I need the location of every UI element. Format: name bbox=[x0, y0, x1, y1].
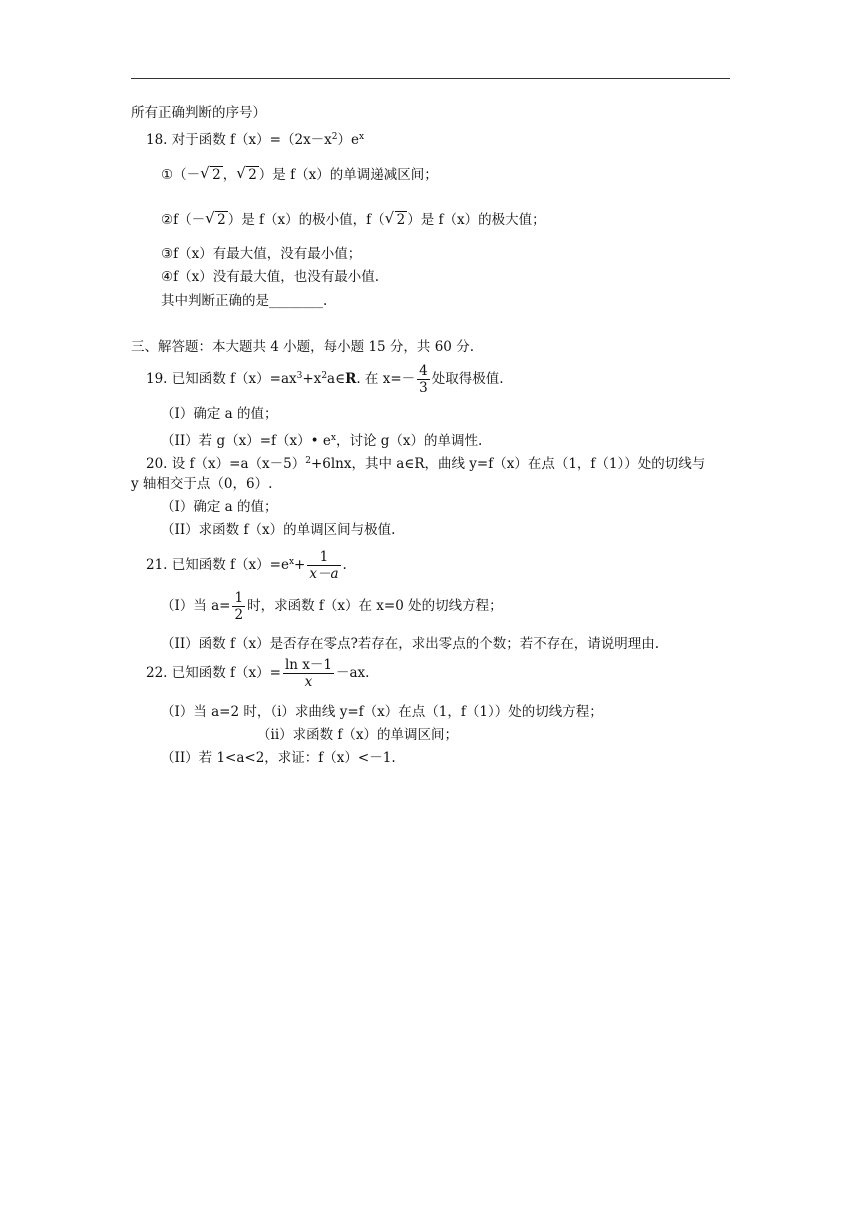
fraction: $\frac{4}{3}$ bbox=[419, 363, 428, 396]
q21-part-1: （I）当 a= $\frac{1}{2}$ 时，求函数 f（x）在 x=0 处的切线方程； bbox=[161, 590, 503, 623]
q19-part-2: （II）若 g（x）=f（x）• $e^x$，讨论 g（x）的单调性. bbox=[161, 433, 483, 449]
q18-ask: 其中判断正确的是________. bbox=[161, 293, 328, 309]
sqrt-2: √ 2 bbox=[236, 166, 259, 184]
top-fragment: 所有正确判断的序号） bbox=[131, 105, 266, 121]
q18-statement-1: ①（－√ 2 ，√ 2 ）是 f（x）的单调递减区间； bbox=[161, 166, 438, 184]
sqrt-2: √ 2 bbox=[200, 166, 223, 184]
q20-part-1: （I）确定 a 的值； bbox=[161, 499, 278, 515]
fraction: $\frac{\text{ln x－1}}{x}$ bbox=[284, 657, 332, 690]
q22-part-1: （I）当 a=2 时，（i）求曲线 y=f（x）在点（1，f（1））处的切线方程； bbox=[161, 704, 603, 720]
q18-statement-2: ②f（－√ 2 ）是 f（x）的极小值，f（√ 2 ）是 f（x）的极大值； bbox=[161, 211, 546, 229]
fraction: $\frac{1}{x-a}$ bbox=[309, 549, 339, 582]
q18-statement-3: ③f（x）有最大值，没有最小值； bbox=[161, 246, 362, 262]
q22-part-2: （II）若 1<a<2，求证：f（x）<－1. bbox=[161, 750, 396, 766]
fraction: $\frac{1}{2}$ bbox=[234, 590, 244, 623]
q19-stem: 19. 已知函数 $f(x)=ax^3+x^2a\in R$. 在 x=－ $\frac{4}{3}$ 处取得极值. bbox=[146, 363, 504, 396]
q18-stem: 18. 对于函数 $f(x)=(2x-x^2)e^x$ bbox=[146, 132, 365, 148]
q18-statement-4: ④f（x）没有最大值，也没有最小值. bbox=[161, 269, 380, 285]
header-rule bbox=[131, 78, 730, 79]
q22-part-1-ii: （ii）求函数 f（x）的单调区间； bbox=[257, 727, 459, 743]
sqrt-2: √ 2 bbox=[205, 211, 228, 229]
q22-stem: 22. 已知函数 f（x）= $\frac{\text{ln x－1}}{x}$ －ax. bbox=[146, 657, 370, 690]
q21-part-2: （II）函数 f（x）是否存在零点?若存在，求出零点的个数；若不存在，请说明理由. bbox=[161, 636, 660, 652]
q20-stem: 20. 设 $f(x)=a(x-5)^2+6\ln x$，其中 a∈R，曲线 y=f（x）在点（1，f（1））处的切线与 bbox=[146, 456, 706, 472]
section-3-heading: 三、解答题：本大题共 4 小题，每小题 15 分，共 60 分. bbox=[131, 339, 474, 355]
q20-part-2: （II）求函数 f（x）的单调区间与极值. bbox=[161, 522, 396, 538]
sqrt-2: √ 2 bbox=[385, 211, 408, 229]
q20-stem-continued: y 轴相交于点（0，6）. bbox=[131, 476, 273, 492]
q21-stem: 21. 已知函数 $f(x)=e^x+$ $\frac{1}{x-a}$ . bbox=[146, 549, 347, 582]
q19-part-1: （I）确定 a 的值； bbox=[161, 406, 278, 422]
